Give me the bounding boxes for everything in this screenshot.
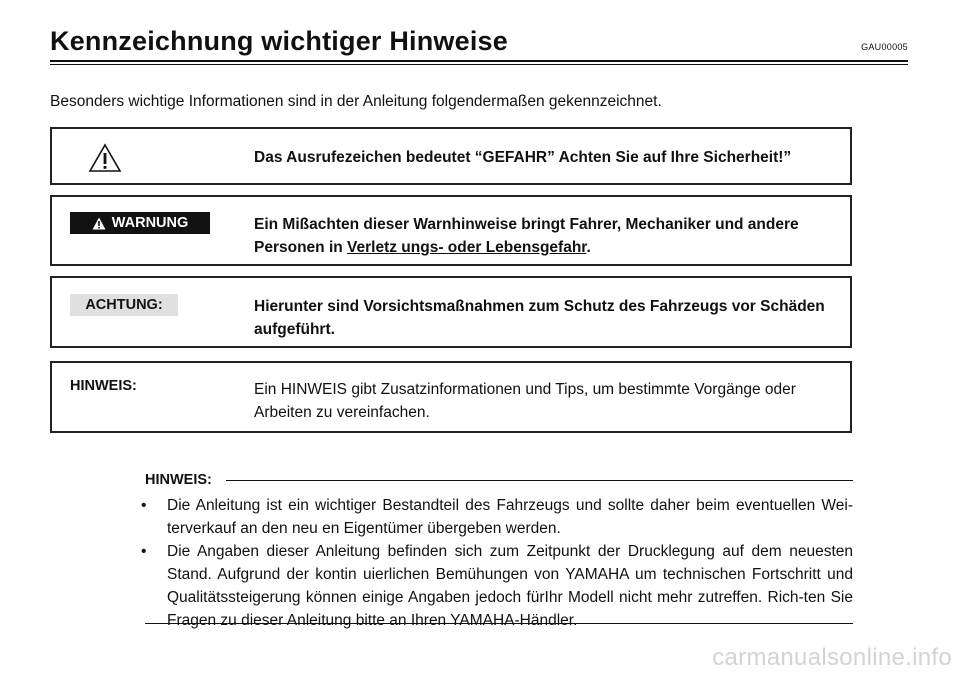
caution-label: ACHTUNG: (70, 294, 178, 316)
hazard-notice-text: Das Ausrufezeichen bedeutet “GEFAHR” Achten Sie auf Ihre Sicherheit!” (254, 149, 792, 166)
title-rule (50, 60, 908, 62)
warning-triangle-icon (88, 143, 122, 173)
bullet: • (141, 497, 147, 514)
bottom-rule (145, 623, 853, 624)
warning-text-end: . (586, 239, 591, 256)
warning-text-underlined: Verletz ungs- oder Lebensgefahr (347, 239, 587, 256)
list-item (141, 494, 853, 540)
title-rule-thin (50, 64, 908, 65)
note-label: HINWEIS: (70, 378, 137, 394)
list-item (141, 540, 853, 632)
note-notice-text: Ein HINWEIS gibt Zusatzinformationen und Tips, um bestimmte Vorgänge oder Arbeiten zu vereinfachen. (254, 381, 796, 421)
caution-notice-box (50, 276, 852, 348)
intro-text: Besonders wichtige Informationen sind in der Anleitung folgendermaßen gekennzeichnet. (50, 93, 662, 110)
warning-label-text: WARNUNG (111, 215, 189, 231)
hinweis-heading (145, 470, 853, 490)
bullet: • (141, 543, 147, 560)
note-notice-box (50, 361, 852, 433)
watermark: carmanualsonline.info (712, 644, 952, 671)
caution-notice-text: Hierunter sind Vorsichtsmaßnahmen zum Schutz des Fahrzeugs vor Schäden aufgeführt. (254, 298, 825, 338)
warning-label (70, 212, 210, 234)
hinweis-list (141, 494, 853, 632)
warning-notice-text (254, 213, 844, 259)
hinweis-heading-rule (226, 480, 853, 481)
warning-notice-box (50, 195, 852, 266)
page-title: Kennzeichnung wichtiger Hinweise (50, 26, 508, 56)
hinweis-heading-text: HINWEIS: (145, 472, 212, 488)
hinweis-section (141, 470, 853, 632)
warning-small-icon (92, 217, 106, 230)
list-item-text: Die Anleitung ist ein wichtiger Bestandteil des Fahrzeugs und sollte daher beim eventuellen Wei-terverkauf an den neu en Eigentümer übergeben werden. (167, 497, 853, 537)
hazard-notice-box (50, 127, 852, 185)
list-item-text: Die Angaben dieser Anleitung befinden sich zum Zeitpunkt der Drucklegung auf dem neuesten Stand. Aufgrund der kontin uierlichen Bemühungen von YAMAHA um technischen Fortschritt und Qualitätssteigerung können einige Angaben jedoch fürIhr Modell nicht mehr zutreffen. Rich-ten Sie Fragen zu dieser Anleitung bitte an Ihren YAMAHA-Händler. (167, 543, 853, 629)
warning-text-main: Ein Mißachten dieser Warnhinweise bringt Fahrer, Mechaniker und andere Personen in (254, 216, 799, 256)
document-code: GAU00005 (861, 42, 908, 52)
